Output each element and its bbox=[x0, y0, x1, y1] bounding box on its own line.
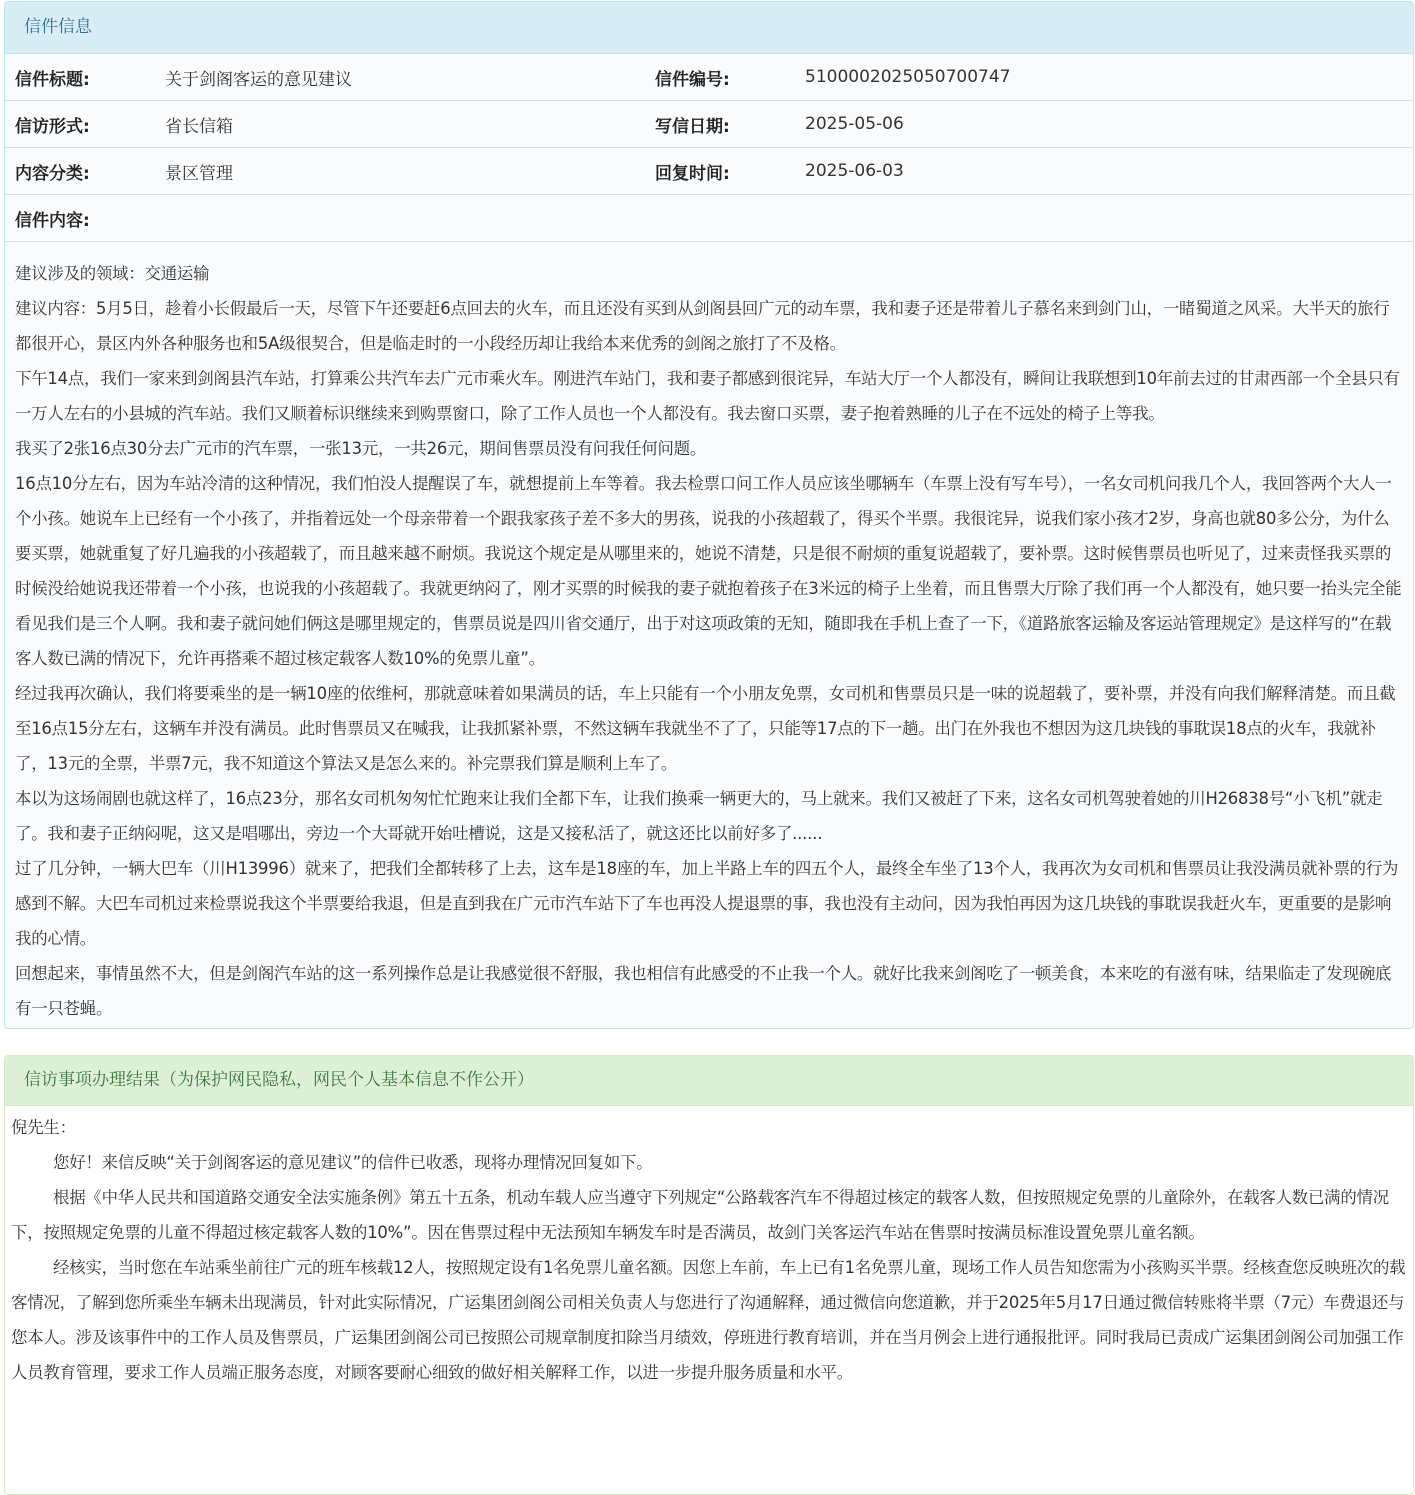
content-paragraph: 16点10分左右，因为车站冷清的这种情况，我们怕没人提醒误了车，就想提前上车等着。我去检票口问工作人员应该坐哪辆车（车票上没有写车号），一名女司机问我几个人，我回答两个大人一个小孩。她说车上已经有一个小孩了，并指着远处一个母亲带着一个跟我家孩子差不多大的男孩，说我的小孩超载了，得买个半票。我很诧异，说我们家小孩才2岁，身高也就80多公分，为什么要买票，她就重复了好几遍我的小孩超载了，而且越来越不耐烦。我说这个规定是从哪里来的，她说不清楚，只是很不耐烦的重复说超载了，要补票。这时候售票员也听见了，过来责怪我买票的时候没给她说我还带着一个小孩，也说我的小孩超载了。我就更纳闷了，刚才买票的时候我的妻子就抱着孩子在3米远的椅子上坐着，而且售票大厅除了我们再一个人都没有，她只要一抬头完全能看见我们是三个人啊。我和妻子就问她们俩这是哪里规定的，售票员说是四川省交通厅，出于对这项政策的无知，随即我在手机上查了一下，《道路旅客运输及客运站管理规定》是这样写的“在载客人数已满的情况下，允许再搭乘不超过核定载客人数10%的免票儿童”。 bbox=[15, 474, 1402, 668]
letter-number-label: 信件编号: bbox=[645, 54, 795, 101]
petition-form-label: 信访形式: bbox=[5, 101, 155, 148]
letter-number-value: 5100002025050700747 bbox=[795, 54, 1413, 101]
letter-meta-table bbox=[5, 54, 1413, 242]
reply-time-value: 2025-06-03 bbox=[795, 148, 1413, 195]
category-label: 内容分类: bbox=[5, 148, 155, 195]
reply-paragraph: 根据《中华人民共和国道路交通安全法实施条例》第五十五条，机动车载人应当遵守下列规定“公路载客汽车不得超过核定的载客人数，但按照规定免票的儿童除外，在载客人数已满的情况下，按照规定免票的儿童不得超过核定载客人数的10%”。因在售票过程中无法预知车辆发车时是否满员，故剑门关客运汽车站在售票时按满员标准设置免票儿童名额。 bbox=[11, 1188, 1389, 1242]
reply-body bbox=[5, 1106, 1413, 1390]
reply-paragraph: 您好！来信反映“关于剑阁客运的意见建议”的信件已收悉，现将办理情况回复如下。 bbox=[53, 1153, 653, 1172]
reply-heading: 信访事项办理结果（为保护网民隐私，网民个人基本信息不作公开） bbox=[5, 1056, 1413, 1106]
letter-content-label: 信件内容: bbox=[5, 195, 1413, 242]
content-paragraph: 建议内容：5月5日，趁着小长假最后一天，尽管下午还要赶6点回去的火车，而且还没有买到从剑阁县回广元的动车票，我和妻子还是带着儿子慕名来到剑门山，一睹蜀道之风采。大半天的旅行都很开心，景区内外各种服务也和5A级很契合，但是临走时的一小段经历却让我给本来优秀的剑阁之旅打了不及格。 bbox=[15, 299, 1390, 353]
meta-row-title bbox=[5, 54, 1413, 101]
letter-content-body bbox=[5, 242, 1413, 1026]
reply-paragraph: 经核实，当时您在车站乘坐前往广元的班车核载12人，按照规定设有1名免票儿童名额。因您上车前，车上已有1名免票儿童，现场工作人员告知您需为小孩购买半票。经核查您反映班次的载客情况，了解到您所乘坐车辆未出现满员，针对此实际情况，广运集团剑阁公司相关负责人与您进行了沟通解释，通过微信向您道歉，并于2025年5月17日通过微信转账将半票（7元）车费退还与您本人。涉及该事件中的工作人员及售票员，广运集团剑阁公司已按照公司规章制度扣除当月绩效，停班进行教育培训，并在当月例会上进行通报批评。同时我局已责成广运集团剑阁公司加强工作人员教育管理，要求工作人员端正服务态度，对顾客要耐心细致的做好相关解释工作，以进一步提升服务质量和水平。 bbox=[11, 1258, 1406, 1382]
letter-info-panel bbox=[4, 1, 1414, 1029]
reply-salutation: 倪先生： bbox=[11, 1118, 76, 1137]
content-paragraph: 过了几分钟，一辆大巴车（川H13996）就来了，把我们全都转移了上去，这车是18座的车，加上半路上车的四五个人，最终全车坐了13个人，我再次为女司机和售票员让我没满员就补票的行为感到不解。大巴车司机过来检票说我这个半票要给我退，但是直到我在广元市汽车站下了车也再没人提退票的事，我也没有主动问，因为我怕再因为这几块钱的事耽误我赶火车，更重要的是影响我的心情。 bbox=[15, 859, 1399, 948]
content-paragraph: 本以为这场闹剧也就这样了，16点23分，那名女司机匆匆忙忙跑来让我们全都下车，让我们换乘一辆更大的，马上就来。我们又被赶了下来，这名女司机驾驶着她的川H26838号“小飞机”就走了。我和妻子正纳闷呢，这又是唱哪出，旁边一个大哥就开始吐槽说，这是又接私活了，就这还比以前好多了...... bbox=[15, 789, 1383, 843]
content-paragraph: 经过我再次确认，我们将要乘坐的是一辆10座的依维柯，那就意味着如果满员的话，车上只能有一个小朋友免票，女司机和售票员只是一味的说超载了，要补票，并没有向我们解释清楚。而且截至16点15分左右，这辆车并没有满员。此时售票员又在喊我，让我抓紧补票，不然这辆车我就坐不了了，只能等17点的下一趟。出门在外我也不想因为这几块钱的事耽误18点的火车，我就补了，13元的全票，半票7元，我不知道这个算法又是怎么来的。补完票我们算是顺利上车了。 bbox=[15, 684, 1396, 773]
letter-title-label: 信件标题: bbox=[5, 54, 155, 101]
content-paragraph: 我买了2张16点30分去广元市的汽车票，一张13元，一共26元，期间售票员没有问我任何问题。 bbox=[15, 439, 707, 458]
category-value: 景区管理 bbox=[155, 148, 645, 195]
content-paragraph: 下午14点，我们一家来到剑阁县汽车站，打算乘公共汽车去广元市乘火车。刚进汽车站门，我和妻子都感到很诧异，车站大厅一个人都没有，瞬间让我联想到10年前去过的甘肃西部一个全县只有一万人左右的小县城的汽车站。我们又顺着标识继续来到购票窗口，除了工作人员也一个人都没有。我去窗口买票，妻子抱着熟睡的儿子在不远处的椅子上等我。 bbox=[15, 369, 1400, 423]
letter-title-value: 关于剑阁客运的意见建议 bbox=[155, 54, 645, 101]
meta-row-content bbox=[5, 195, 1413, 242]
content-paragraph: 建议涉及的领域：交通运输 bbox=[15, 264, 210, 283]
reply-panel bbox=[4, 1055, 1414, 1495]
meta-row-form bbox=[5, 101, 1413, 148]
reply-time-label: 回复时间: bbox=[645, 148, 795, 195]
meta-row-category bbox=[5, 148, 1413, 195]
write-date-label: 写信日期: bbox=[645, 101, 795, 148]
content-paragraph: 回想起来，事情虽然不大，但是剑阁汽车站的这一系列操作总是让我感觉很不舒服，我也相信有此感受的不止我一个人。就好比我来剑阁吃了一顿美食，本来吃的有滋有味，结果临走了发现碗底有一只苍蝇。 bbox=[15, 964, 1392, 1018]
petition-form-value: 省长信箱 bbox=[155, 101, 645, 148]
write-date-value: 2025-05-06 bbox=[795, 101, 1413, 148]
letter-info-heading: 信件信息 bbox=[5, 2, 1413, 54]
